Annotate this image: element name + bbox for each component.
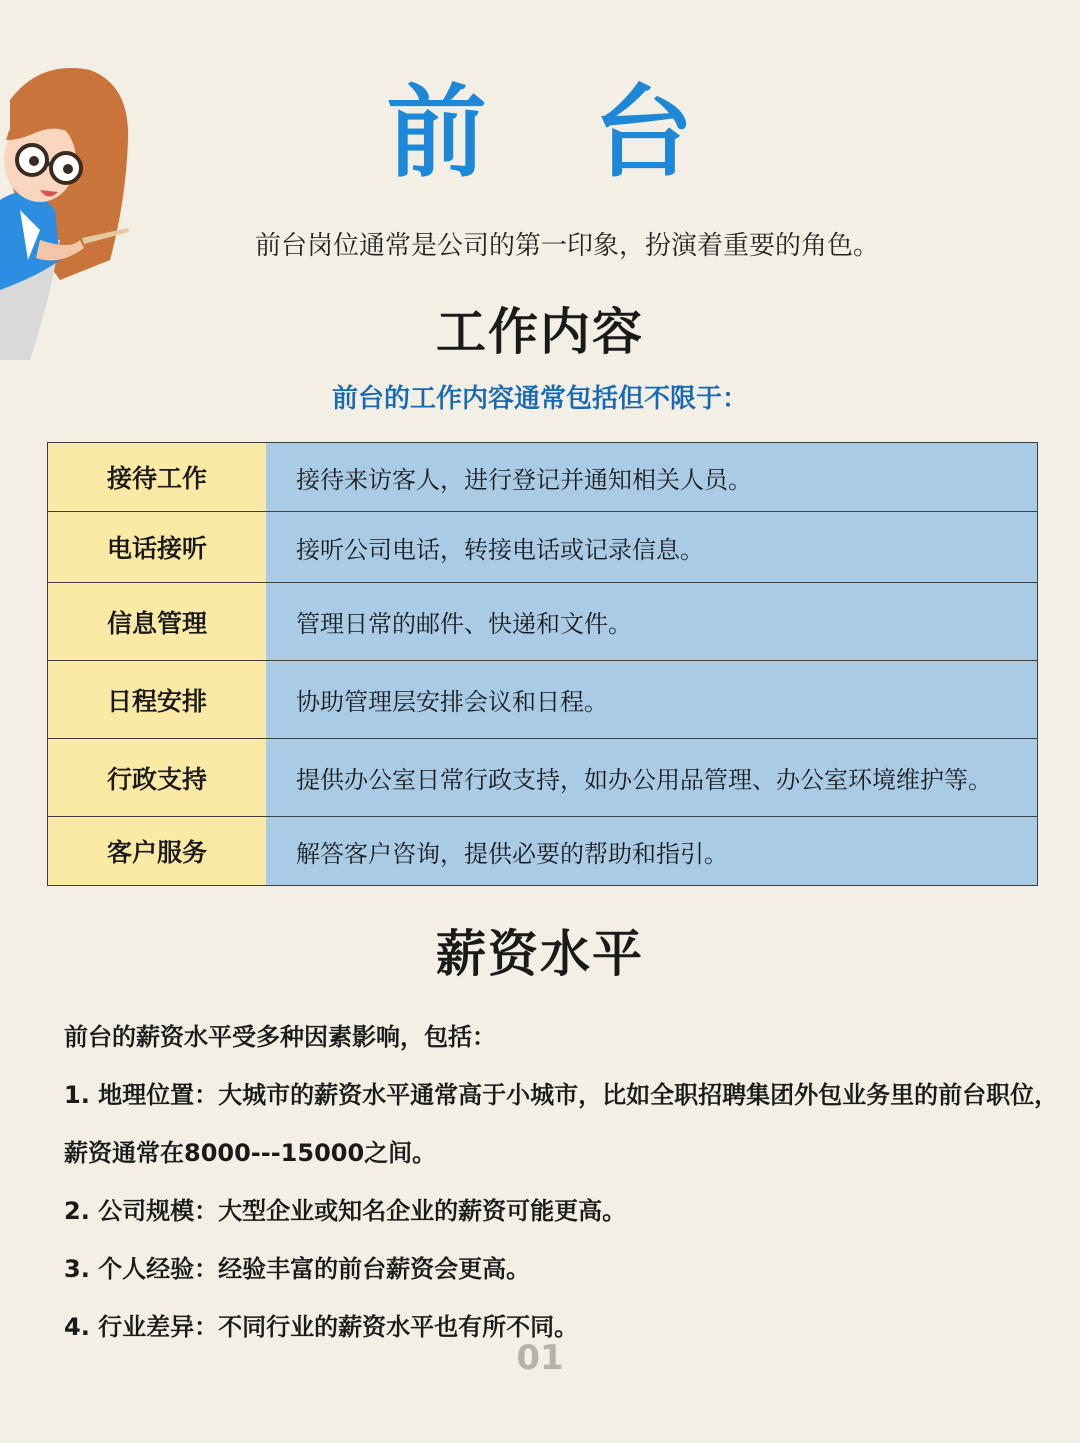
duty-description: 接听公司电话，转接电话或记录信息。 bbox=[266, 512, 1037, 582]
duty-name: 客户服务 bbox=[48, 817, 266, 885]
duty-name: 日程安排 bbox=[48, 661, 266, 738]
salary-heading: 薪资水平 bbox=[436, 925, 644, 983]
list-item: 4. 行业差异：不同行业的薪资水平也有所不同。 bbox=[64, 1313, 579, 1341]
table-row bbox=[48, 817, 1037, 885]
duty-description: 提供办公室日常行政支持，如办公用品管理、办公室环境维护等。 bbox=[266, 739, 1037, 816]
duty-description: 协助管理层安排会议和日程。 bbox=[266, 661, 1037, 738]
duty-name: 信息管理 bbox=[48, 583, 266, 660]
page-title: 前 台 bbox=[386, 74, 730, 191]
list-item: 3. 个人经验：经验丰富的前台薪资会更高。 bbox=[64, 1255, 531, 1283]
duty-name: 电话接听 bbox=[48, 512, 266, 582]
table-row bbox=[48, 661, 1037, 739]
duty-name: 接待工作 bbox=[48, 443, 266, 511]
table-row bbox=[48, 583, 1037, 661]
duty-description: 解答客户咨询，提供必要的帮助和指引。 bbox=[266, 817, 1037, 885]
list-item: 1. 地理位置：大城市的薪资水平通常高于小城市，比如全职招聘集团外包业务里的前台职位，薪资通常在8000---15000之间。 bbox=[64, 1081, 1059, 1167]
work-subheading: 前台的工作内容通常包括但不限于： bbox=[331, 384, 748, 414]
table-row bbox=[48, 512, 1037, 583]
page-number: 01 bbox=[516, 1338, 564, 1378]
duty-description: 管理日常的邮件、快递和文件。 bbox=[266, 583, 1037, 660]
intro-text: 前台岗位通常是公司的第一印象，扮演着重要的角色。 bbox=[255, 231, 880, 261]
duties-table bbox=[47, 442, 1038, 886]
work-heading: 工作内容 bbox=[436, 303, 644, 361]
duty-description: 接待来访客人，进行登记并通知相关人员。 bbox=[266, 443, 1037, 511]
salary-intro: 前台的薪资水平受多种因素影响，包括： bbox=[64, 1023, 496, 1051]
duty-name: 行政支持 bbox=[48, 739, 266, 816]
salary-list bbox=[64, 1008, 1064, 1356]
list-item: 2. 公司规模：大型企业或知名企业的薪资可能更高。 bbox=[64, 1197, 627, 1225]
table-row bbox=[48, 739, 1037, 817]
table-row bbox=[48, 443, 1037, 512]
